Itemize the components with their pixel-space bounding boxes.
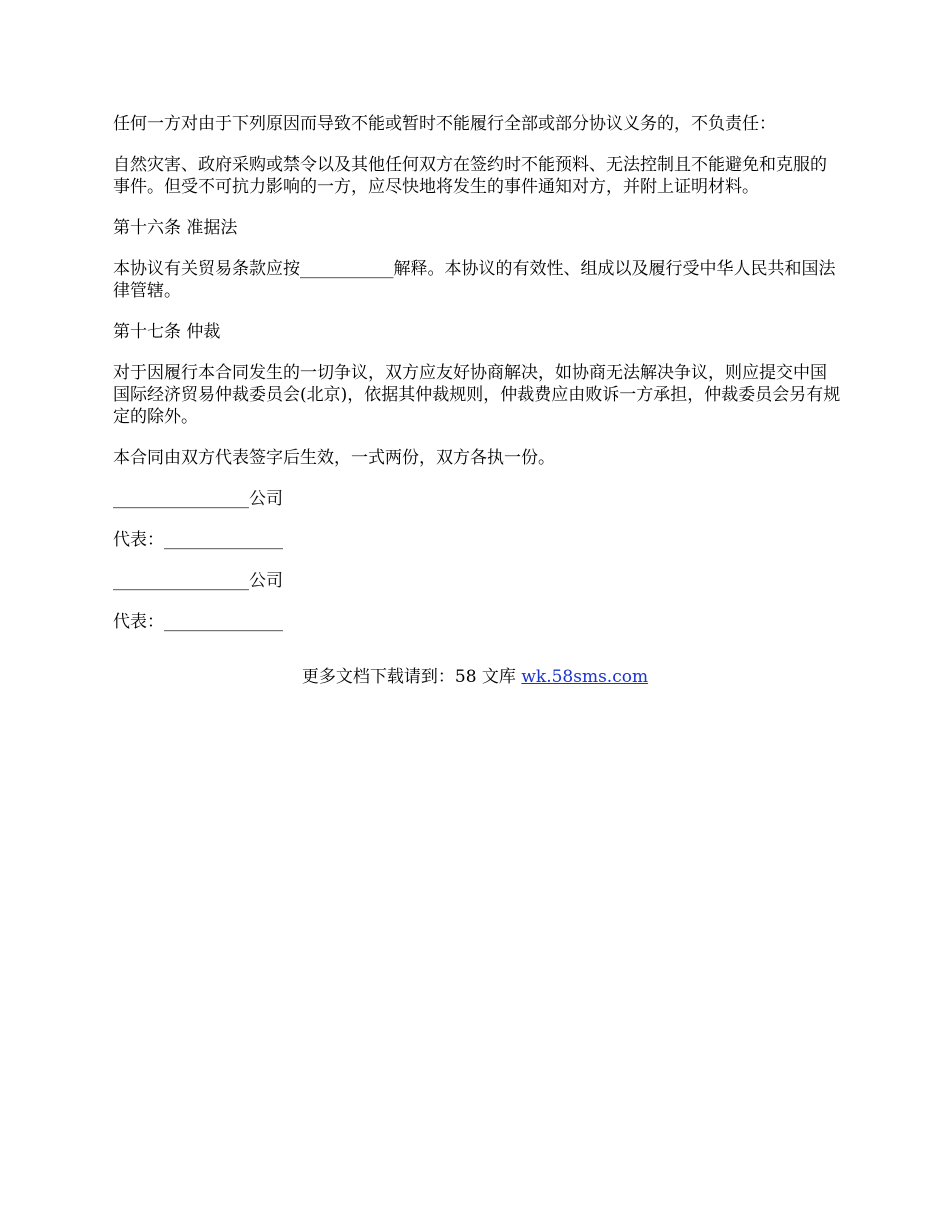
footer-text: 更多文档下载请到：58 文库: [301, 667, 522, 687]
signature-representative-2: 代表：______________: [113, 612, 283, 632]
signature-company-1: ________________公司: [113, 489, 283, 509]
force-majeure-body: 自然灾害、政府采购或禁令以及其他任何双方在签约时不能预料、无法控制且不能避免和克服的事件。但受不可抗力影响的一方，应尽快地将发生的事件通知对方，并附上证明材料。: [113, 155, 827, 197]
article16-body: 本协议有关贸易条款应按___________解释。本协议的有效性、组成以及履行受中华人民共和国法律管辖。: [113, 259, 836, 301]
footer: [0, 666, 950, 688]
article16-heading: 第十六条 准据法: [113, 218, 238, 238]
article17-heading: 第十七条 仲裁: [113, 322, 221, 342]
footer-link[interactable]: wk.58sms.com: [521, 667, 649, 687]
effective-clause: 本合同由双方代表签字后生效，一式两份，双方各执一份。: [113, 448, 555, 468]
force-majeure-intro: 任何一方对由于下列原因而导致不能或暂时不能履行全部或部分协议义务的，不负责任：: [113, 114, 776, 134]
article17-body: 对于因履行本合同发生的一切争议，双方应友好协商解决，如协商无法解决争议，则应提交中国国际经济贸易仲裁委员会(北京)，依据其仲裁规则，仲裁费应由败诉一方承担，仲裁委员会另有规定的除外。: [113, 363, 841, 427]
signature-representative-1: 代表：______________: [113, 530, 283, 550]
document-body: [113, 113, 841, 652]
signature-company-2: ________________公司: [113, 571, 283, 591]
